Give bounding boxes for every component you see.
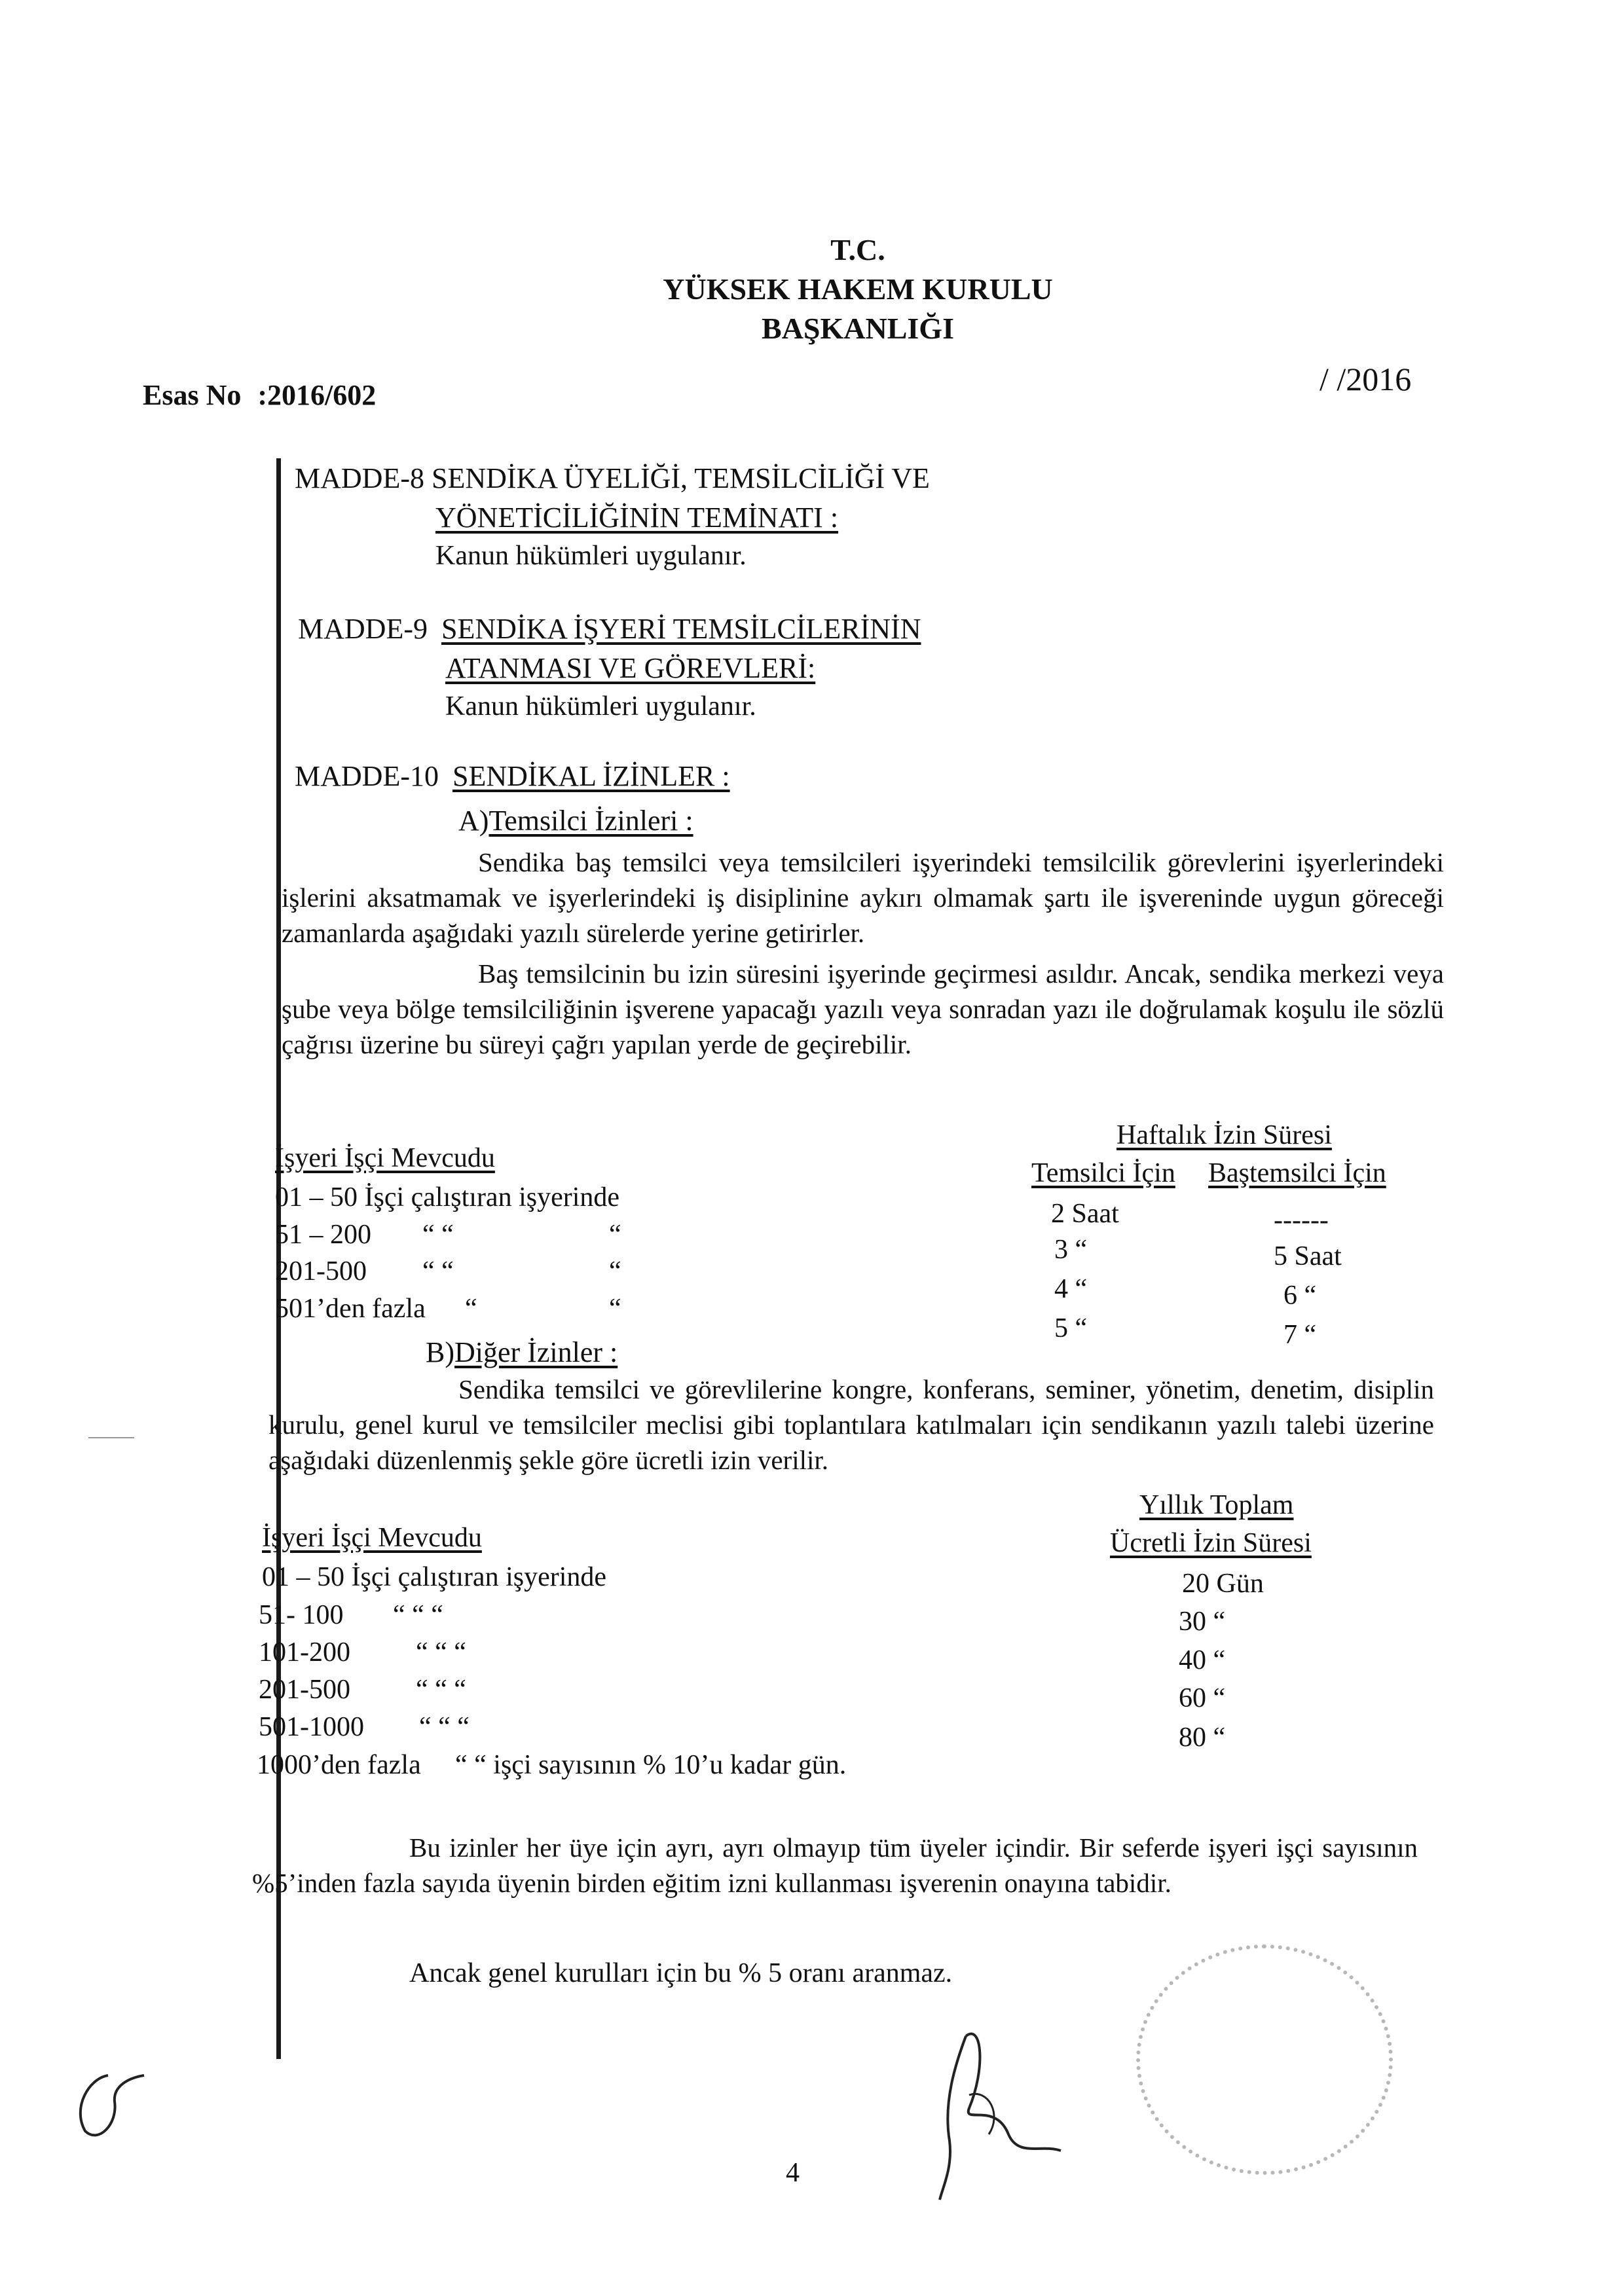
madde9-title-cont: ATANMASI VE GÖREVLERİ: [445, 652, 816, 684]
section-b-paragraph-2 [252, 1830, 1418, 1901]
table-b-row-5-sure: 80 “ [1179, 1722, 1226, 1753]
table-b-row-5-range: 501-1000 [259, 1712, 364, 1742]
madde8-body: Kanun hükümleri uygulanır. [435, 541, 747, 571]
header-line-tc: T.C. [830, 233, 885, 266]
section-b-paragraph-3: Ancak genel kurulları için bu % 5 oranı aranmaz. [409, 1958, 953, 1988]
table-b-row-6-range: 1000’den fazla [257, 1750, 421, 1780]
table-b-row-1-sure: 20 Gün [1182, 1569, 1264, 1599]
signature [904, 2010, 1087, 2206]
margin-mark [88, 1437, 134, 1438]
table-b-row-4-sure: 60 “ [1179, 1683, 1226, 1713]
table-a-row-4-ditto-a: “ [465, 1294, 477, 1324]
section-a-heading: Temsilci İzinleri : [489, 805, 693, 837]
madde10-heading: SENDİKAL İZİNLER : [452, 760, 730, 792]
section-b-prefix: B) [426, 1336, 454, 1368]
table-a-col3-header: Baştemsilci İçin [1208, 1158, 1386, 1188]
table-a-row-1-bas: ------ [1274, 1205, 1329, 1235]
section-b-title [426, 1336, 618, 1369]
section-a-prefix: A) [458, 805, 489, 837]
madde8-title-cont: YÖNETİCİLİĞİNİN TEMİNATI : [435, 501, 839, 534]
table-a-row-3-ditto-b: “ [609, 1256, 621, 1286]
table-a-row-2-bas: 5 Saat [1274, 1241, 1342, 1271]
document-date: / /2016 [1320, 361, 1412, 397]
table-a-row-3-temsilci: 4 “ [1054, 1274, 1088, 1304]
table-b-row-4-range: 201-500 [259, 1675, 350, 1705]
section-a-title [458, 804, 693, 837]
madde10-prefix: MADDE-10 [295, 760, 439, 792]
table-a-group-header: Haftalık İzin Süresi [1116, 1120, 1332, 1150]
table-a-row-4-ditto-b: “ [609, 1294, 621, 1324]
section-b-heading: Diğer İzinler : [454, 1336, 618, 1368]
table-b-row-6-ditto: “ “ işçi sayısının % 10’u kadar gün. [455, 1750, 847, 1780]
table-a-row-2-ditto-a: “ “ [422, 1220, 454, 1250]
case-number-value: :2016/602 [257, 379, 377, 411]
madde8-title: MADDE-8 SENDİKA ÜYELİĞİ, TEMSİLCİLİĞİ VE [295, 462, 930, 494]
section-b-paragraph-1-text: Sendika temsilci ve görevlilerine kongre, konferans, seminer, yönetim, denetim, disiplin kurulu, genel kurul ve temsilciler meclisi gibi toplantılara katılmaları için sendikanın yazılı talebi üzerine aşağıdaki düzenlenmiş şekle göre ücretli izin verilir. [268, 1374, 1434, 1475]
section-a-paragraph-1-text: Sendika baş temsilci veya temsilcileri işyerindeki temsilcilik görevlerini işyerlerindeki işlerini aksatmamak ve işyerlerindeki iş disiplinine aykırı olmamak şartı ile işvereninde uygun göreceği zamanlarda aşağıdaki yazılı sürelerde yerine getirirler. [282, 847, 1444, 948]
table-b-col2-header-line2: Ücretli İzin Süresi [1110, 1528, 1312, 1558]
section-b-paragraph-2-text: Bu izinler her üye için ayrı, ayrı olmayıp tüm üyeler içindir. Bir seferde işyeri işçi sayısının %5’inden fazla sayıda üyenin birden eğitim izni kullanması işverenin onayına tabidir. [252, 1832, 1418, 1898]
case-number-label: Esas No [143, 379, 242, 411]
madde10-title [295, 759, 730, 793]
table-b-row-3-sure: 40 “ [1179, 1645, 1226, 1675]
table-a-row-2-ditto-b: “ [609, 1220, 621, 1250]
madde9-title [298, 612, 921, 646]
header-line-presidency: BAŞKANLIĞI [762, 312, 954, 345]
table-a-row-2-temsilci: 3 “ [1054, 1235, 1088, 1265]
madde9-prefix: MADDE-9 [298, 613, 428, 645]
table-b-row-2-sure: 30 “ [1179, 1607, 1226, 1637]
section-a-paragraph-1 [282, 845, 1444, 951]
madde9-body: Kanun hükümleri uygulanır. [445, 691, 756, 721]
section-a-paragraph-2-text: Baş temsilcinin bu izin süresini işyerinde geçirmesi asıldır. Ancak, sendika merkezi veya şube veya bölge temsilciliğinin işverene yapacağı yazılı veya sonradan yazı ile doğrulamak koşulu ile sözlü çağrısı üzerine bu süreyi çağrı yapılan yerde de geçirebilir. [282, 958, 1444, 1059]
table-a-row-3-ditto-a: “ “ [422, 1256, 454, 1286]
table-a-row-1-temsilci: 2 Saat [1051, 1199, 1119, 1229]
table-a-col1-header: İşyeri İşçi Mevcudu [275, 1143, 495, 1173]
table-b-row-3-ditto: “ “ “ [416, 1637, 466, 1667]
table-a-row-1-range: 01 – 50 İşçi çalıştıran işyerinde [275, 1182, 620, 1212]
table-a-row-4-range: 501’den fazla [275, 1294, 426, 1324]
table-a-row-3-range: 201-500 [275, 1256, 367, 1286]
table-b-row-5-ditto: “ “ “ [419, 1712, 470, 1742]
section-a-paragraph-2 [282, 956, 1444, 1062]
table-a-row-2-range: 51 – 200 [275, 1220, 371, 1250]
seal-stamp [1136, 1944, 1393, 2175]
handwritten-mark [62, 2062, 154, 2147]
table-a-row-3-bas: 6 “ [1283, 1281, 1317, 1311]
table-b-row-2-range: 51- 100 [259, 1600, 344, 1630]
table-a-col2-header: Temsilci İçin [1031, 1158, 1175, 1188]
table-b-row-1-range: 01 – 50 İşçi çalıştıran işyerinde [262, 1562, 607, 1592]
page-number: 4 [786, 2158, 800, 2188]
table-a-row-4-temsilci: 5 “ [1054, 1313, 1088, 1343]
table-b-row-2-ditto: “ “ “ [393, 1600, 443, 1630]
header-line-institution: YÜKSEK HAKEM KURULU [663, 272, 1053, 306]
table-a-row-4-bas: 7 “ [1283, 1320, 1317, 1350]
madde9-heading: SENDİKA İŞYERİ TEMSİLCİLERİNİN [441, 613, 921, 645]
table-b-col1-header: İşyeri İşçi Mevcudu [262, 1523, 482, 1553]
table-b-row-4-ditto: “ “ “ [416, 1675, 466, 1705]
table-b-col2-header-line1: Yıllık Toplam [1139, 1490, 1294, 1520]
section-b-paragraph-1 [268, 1372, 1434, 1478]
table-b-row-3-range: 101-200 [259, 1637, 350, 1667]
case-number [143, 378, 376, 412]
